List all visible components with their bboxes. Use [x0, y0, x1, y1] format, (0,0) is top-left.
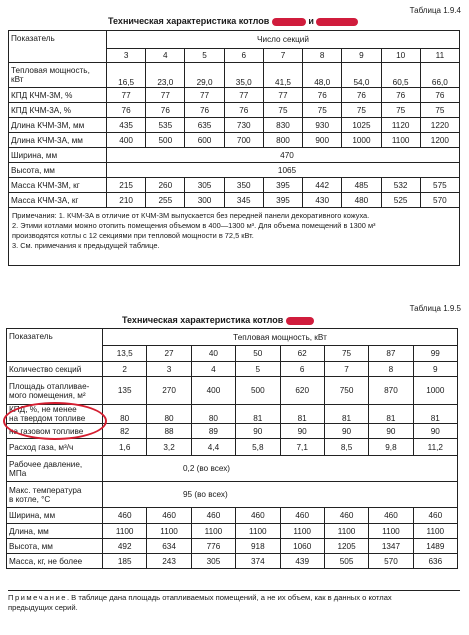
table1-cell: 41,5: [263, 63, 302, 88]
table1-cell: 76: [381, 88, 420, 103]
table2-power-header: 62: [280, 346, 324, 362]
table2-row: [7, 456, 458, 482]
table2-cell: 636: [413, 554, 457, 569]
table1-cell: 75: [342, 103, 381, 118]
table2-cell: 81: [236, 405, 280, 424]
table1-section-header: 7: [263, 49, 302, 63]
table2-note-title: Примечание: [8, 593, 67, 602]
table2-cell: 1100: [413, 524, 457, 539]
table1-cell: 532: [381, 178, 420, 193]
table1-cell: 395: [263, 178, 302, 193]
table1-note-title: Примечания: [12, 211, 55, 220]
table2-row: [7, 554, 458, 569]
table1-cell: 66,0: [420, 63, 459, 88]
table1-cell: 60,5: [381, 63, 420, 88]
table1-cell: 435: [107, 118, 146, 133]
table1-cell: 76: [146, 103, 185, 118]
table1-section-header: 8: [303, 49, 342, 63]
table1-cell: 900: [303, 133, 342, 148]
table2-cell: 1,6: [103, 439, 147, 456]
table1-note-4: 3. См. примечания к предыдущей таблице.: [12, 241, 160, 250]
table1-cell: 48,0: [303, 63, 342, 88]
table1: [8, 30, 460, 266]
table1-header-group: Число секций: [107, 31, 460, 49]
table2-merged-cell: 0,2 (во всех): [103, 456, 458, 482]
table2-cell: 1100: [236, 524, 280, 539]
table1-row: [9, 163, 460, 178]
table1-row: [9, 63, 460, 88]
table2-row-label: Масса, кг, не более: [7, 554, 103, 569]
table2-note: [8, 590, 460, 613]
table2-row: [7, 362, 458, 377]
table2-cell: 6: [280, 362, 324, 377]
table1-cell: 635: [185, 118, 224, 133]
table2-row: [7, 508, 458, 524]
table2-row-label: на газовом топливе: [7, 424, 103, 439]
table2-cell: 89: [191, 424, 235, 439]
table2-cell: 135: [103, 377, 147, 405]
table1-cell: 76: [420, 88, 459, 103]
table2-cell: 1100: [369, 524, 413, 539]
table1-row: [9, 103, 460, 118]
table1-cell: 16,5: [107, 63, 146, 88]
table2-cell: 5,8: [236, 439, 280, 456]
table2-row-label-line: Макс. температура: [9, 485, 82, 495]
table2-cell: 460: [191, 508, 235, 524]
table2-row: [7, 482, 458, 508]
table1-cell: 75: [303, 103, 342, 118]
table2-cell: 1205: [324, 539, 368, 554]
table2-cell: 305: [191, 554, 235, 569]
table2-power-header: 50: [236, 346, 280, 362]
table2-row-label: Длина, мм: [7, 524, 103, 539]
table1-section-header: 11: [420, 49, 459, 63]
table2-note-text-2: предыдущих серий.: [8, 603, 78, 612]
table2-cell: 9,8: [369, 439, 413, 456]
table2-cell: 185: [103, 554, 147, 569]
table1-cell: 535: [146, 118, 185, 133]
table2-cell: 460: [147, 508, 191, 524]
table1-cell: 395: [263, 193, 302, 208]
table2-cell: 1489: [413, 539, 457, 554]
table2-power-header: 99: [413, 346, 457, 362]
table2-cell: 88: [147, 424, 191, 439]
table2-cell: 1060: [280, 539, 324, 554]
table2-cell: 81: [413, 405, 457, 424]
redacted-brand-1: [272, 18, 306, 26]
table1-row-label: Длина КЧМ-3М, мм: [9, 118, 107, 133]
table2-cell: 5: [236, 362, 280, 377]
table2-cell: 81: [369, 405, 413, 424]
table2-cell: 11,2: [413, 439, 457, 456]
table2-cell: 7,1: [280, 439, 324, 456]
table1-section-header: 5: [185, 49, 224, 63]
table1-row-label: Тепловая мощность, кВт: [9, 63, 107, 88]
table1-cell: 255: [146, 193, 185, 208]
table2-cell: 90: [280, 424, 324, 439]
table1-note-2: 2. Этими котлами можно отопить помещения объемом в 400—1300 м³. Для объема помещений в 1300 м³: [12, 221, 376, 230]
table1-cell: 76: [342, 88, 381, 103]
table1-caption-text: Техническая характеристика котлов: [108, 16, 270, 26]
table1-cell: 442: [303, 178, 342, 193]
table2-cell: 505: [324, 554, 368, 569]
table1-cell: 75: [263, 103, 302, 118]
table1-row-label: Высота, мм: [9, 163, 107, 178]
table1-note-1: : 1. КЧМ-3А в отличие от КЧМ-3М выпускается без передней панели декоративного кожуха.: [54, 211, 370, 220]
table2-cell: 1100: [324, 524, 368, 539]
table2-cell: 1100: [103, 524, 147, 539]
table1-cell: 77: [263, 88, 302, 103]
table2-cell: 870: [369, 377, 413, 405]
table1-row: [9, 178, 460, 193]
table1-cell: 480: [342, 193, 381, 208]
table1-cell: 260: [146, 178, 185, 193]
table1-cell: 1220: [420, 118, 459, 133]
table2-cell: 1100: [280, 524, 324, 539]
table1-cell: 350: [224, 178, 263, 193]
table2-cell: 460: [103, 508, 147, 524]
table2-row-label: [7, 482, 103, 508]
table2-cell: 4,4: [191, 439, 235, 456]
table2-power-header: 13,5: [103, 346, 147, 362]
table1-cell: 1025: [342, 118, 381, 133]
table2-row: [7, 377, 458, 405]
table1-cell: 570: [420, 193, 459, 208]
table1-cell: 485: [342, 178, 381, 193]
table1-cell: 35,0: [224, 63, 263, 88]
table1-cell: 830: [263, 118, 302, 133]
table1-section-header: 4: [146, 49, 185, 63]
table2-cell: 776: [191, 539, 235, 554]
table2-row-label: [7, 456, 103, 482]
table1-merged-cell: 1065: [107, 163, 460, 178]
table2-power-header: 75: [324, 346, 368, 362]
table1-section-header: 9: [342, 49, 381, 63]
table1-cell: 345: [224, 193, 263, 208]
table1-cell: 525: [381, 193, 420, 208]
table1-cell: 77: [107, 88, 146, 103]
table2-cell: 7: [324, 362, 368, 377]
table2-cell: 492: [103, 539, 147, 554]
table1-cell: 77: [146, 88, 185, 103]
table1-cell: 76: [185, 103, 224, 118]
table2-cell: 80: [103, 405, 147, 424]
table2-cell: 570: [369, 554, 413, 569]
table2-row-label: Количество секций: [7, 362, 103, 377]
table1-cell: 800: [263, 133, 302, 148]
table2-number: Таблица 1.9.5: [409, 304, 461, 313]
table1-notes: [9, 208, 460, 266]
table1-row: [9, 193, 460, 208]
table1-cell: 1200: [420, 133, 459, 148]
table2-cell: 460: [413, 508, 457, 524]
table1-cell: 54,0: [342, 63, 381, 88]
table2-row: [7, 539, 458, 554]
table1-cell: 76: [303, 88, 342, 103]
table2-cell: 374: [236, 554, 280, 569]
table2-row-label: Высота, мм: [7, 539, 103, 554]
table2-merged-cell: 95 (во всех): [103, 482, 458, 508]
table1-row: [9, 118, 460, 133]
table1-cell: 215: [107, 178, 146, 193]
table2-cell: 8: [369, 362, 413, 377]
table2-row: [7, 439, 458, 456]
table1-cell: 1000: [342, 133, 381, 148]
table1-header-param: Показатель: [9, 31, 107, 63]
redacted-brand-2: [316, 18, 358, 26]
table2-cell: 80: [147, 405, 191, 424]
table2-cell: 9: [413, 362, 457, 377]
table1-row-label: КПД КЧМ-3А, %: [9, 103, 107, 118]
table2-header-param: Показатель: [7, 329, 103, 362]
table2-cell: 620: [280, 377, 324, 405]
table2-row-label-line: КПД, %, не менее: [9, 405, 77, 414]
table2-cell: 460: [280, 508, 324, 524]
table1-cell: 23,0: [146, 63, 185, 88]
table2-cell: 400: [191, 377, 235, 405]
table2-cell: 1100: [147, 524, 191, 539]
table1-row: [9, 148, 460, 163]
table2-row-label-line: Площадь отапливае-: [9, 381, 90, 391]
table1-row-label: КПД КЧМ-3М, %: [9, 88, 107, 103]
table1-row-label: Масса КЧМ-3М, кг: [9, 178, 107, 193]
table2-row-label: [7, 377, 103, 405]
table2-row-label-line: в котле, °С: [9, 494, 51, 504]
table1-cell: 1100: [381, 133, 420, 148]
table1-cell: 600: [185, 133, 224, 148]
table2-row-label-line: Рабочее давление,: [9, 459, 83, 469]
table1-cell: 1120: [381, 118, 420, 133]
table1-row-label: Ширина, мм: [9, 148, 107, 163]
table2-cell: 500: [236, 377, 280, 405]
table2-cell: 3: [147, 362, 191, 377]
table2-cell: 1100: [191, 524, 235, 539]
table1-section-header: 6: [224, 49, 263, 63]
table2: [6, 328, 458, 569]
table1-row: [9, 88, 460, 103]
table2-cell: 2: [103, 362, 147, 377]
table2-caption: [122, 315, 314, 325]
table1-cell: 75: [420, 103, 459, 118]
table2-cell: 90: [324, 424, 368, 439]
table1-cell: 29,0: [185, 63, 224, 88]
table2-row-label-line: МПа: [9, 468, 27, 478]
table1-cell: 500: [146, 133, 185, 148]
table2-cell: 81: [324, 405, 368, 424]
table2-cell: 90: [413, 424, 457, 439]
table1-caption-and: и: [308, 16, 314, 26]
table2-row-label: Ширина, мм: [7, 508, 103, 524]
table2-power-header: 40: [191, 346, 235, 362]
table2-power-header: 87: [369, 346, 413, 362]
table2-cell: 81: [280, 405, 324, 424]
table2-cell: 82: [103, 424, 147, 439]
table1-cell: 77: [224, 88, 263, 103]
table2-cell: 1347: [369, 539, 413, 554]
table1-cell: 210: [107, 193, 146, 208]
table1-cell: 305: [185, 178, 224, 193]
table2-row: [7, 524, 458, 539]
table1-row-label: Масса КЧМ-3А, кг: [9, 193, 107, 208]
table2-cell: 8,5: [324, 439, 368, 456]
table2-cell: 460: [236, 508, 280, 524]
table1-row-label: Длина КЧМ-3А, мм: [9, 133, 107, 148]
table2-cell: 460: [324, 508, 368, 524]
table2-cell: 918: [236, 539, 280, 554]
table1-number: Таблица 1.9.4: [409, 6, 461, 15]
table2-row-label-line: мого помещения, м²: [9, 390, 86, 400]
highlight-circle: [3, 402, 107, 440]
table2-cell: 750: [324, 377, 368, 405]
table1-cell: 300: [185, 193, 224, 208]
table2-header-group: Тепловая мощность, кВт: [103, 329, 458, 346]
table1-cell: 700: [224, 133, 263, 148]
table2-cell: 4: [191, 362, 235, 377]
table2-cell: 439: [280, 554, 324, 569]
table1-cell: 400: [107, 133, 146, 148]
table2-cell: 80: [191, 405, 235, 424]
table2-cell: 90: [369, 424, 413, 439]
table2-row-label-line: на твердом топливе: [9, 414, 86, 423]
table2-cell: 460: [369, 508, 413, 524]
table1-section-header: 10: [381, 49, 420, 63]
table1-cell: 77: [185, 88, 224, 103]
table2-cell: 270: [147, 377, 191, 405]
table2-row-label: Расход газа, м³/ч: [7, 439, 103, 456]
table1-cell: 76: [224, 103, 263, 118]
table2-power-header: 27: [147, 346, 191, 362]
table1-note-3: производятся котлы с 12 секциями при тепловой мощности в 72,5 кВт.: [12, 231, 254, 240]
table2-cell: 243: [147, 554, 191, 569]
table2-cell: 3,2: [147, 439, 191, 456]
table1-cell: 930: [303, 118, 342, 133]
table1-row: [9, 133, 460, 148]
table1-merged-cell: 470: [107, 148, 460, 163]
redacted-brand-3: [286, 317, 314, 325]
table2-caption-text: Техническая характеристика котлов: [122, 315, 284, 325]
table1-cell: 575: [420, 178, 459, 193]
table2-note-text: . В таблице дана площадь отапливаемых помещений, а не их объем, как в данных о котлах: [66, 593, 392, 602]
table2-cell: 1000: [413, 377, 457, 405]
table2-cell: 90: [236, 424, 280, 439]
table1-cell: 430: [303, 193, 342, 208]
table1-caption: [108, 16, 358, 26]
table1-section-header: 3: [107, 49, 146, 63]
table1-cell: 75: [381, 103, 420, 118]
table2-cell: 634: [147, 539, 191, 554]
table1-cell: 730: [224, 118, 263, 133]
table1-cell: 76: [107, 103, 146, 118]
